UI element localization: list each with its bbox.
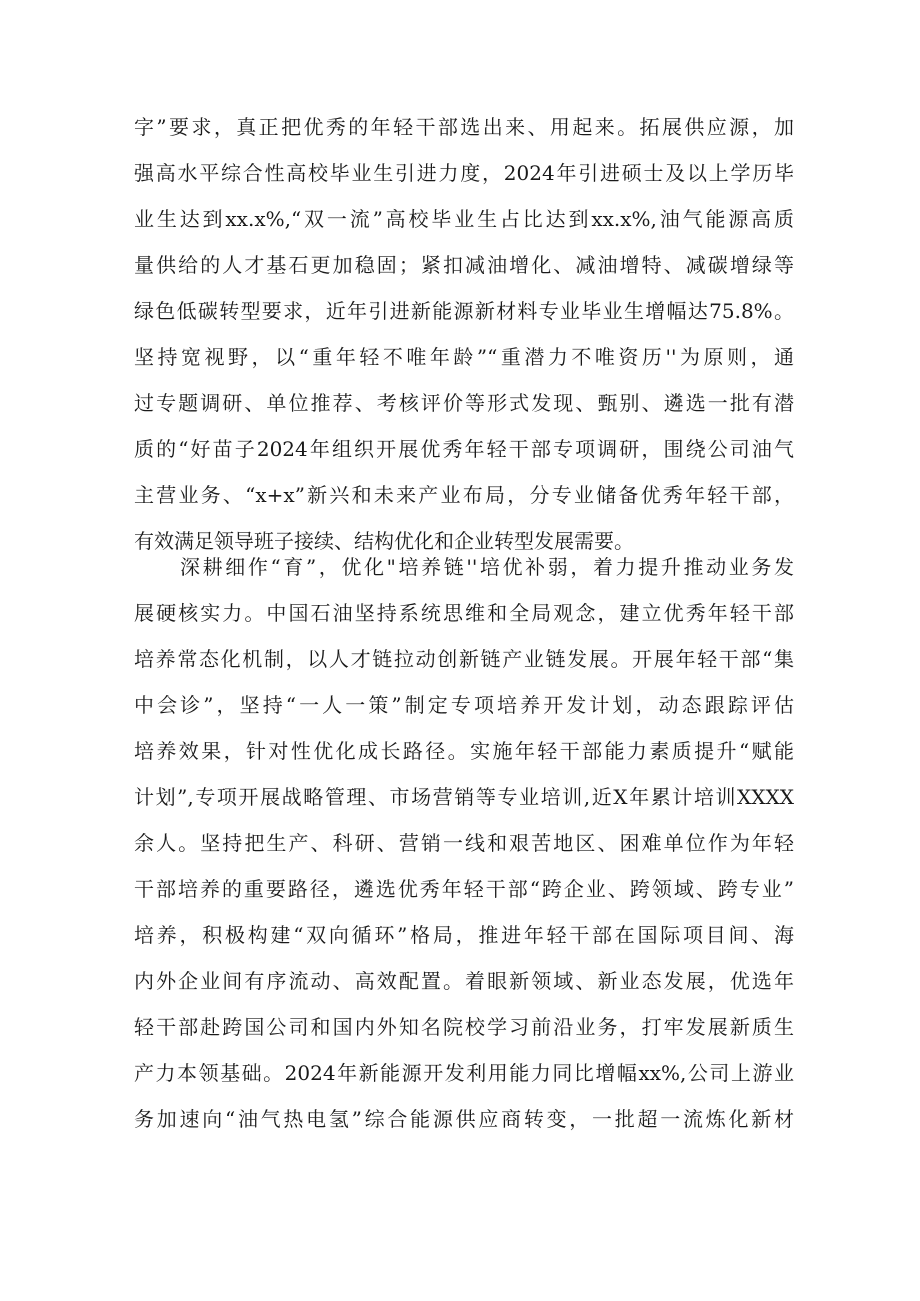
- paragraph-line: 计划”,专项开展战略管理、市场营销等专业培训,近X年累计培训XXXX: [134, 785, 794, 809]
- paragraph-line: 绿色低碳转型要求，近年引进新能源新材料专业毕业生增幅达75.8%。: [134, 299, 794, 323]
- paragraph-line: 深耕细作“育”，优化"培养链''培优补弱，着力提升推动业务发: [180, 555, 794, 579]
- paragraph-line: 干部培养的重要路径，遴选优秀年轻干部“跨企业、跨领域、跨专业”: [134, 877, 794, 901]
- paragraph-line: 产力本领基础。2024年新能源开发利用能力同比增幅xx%,公司上游业: [134, 1061, 794, 1085]
- paragraph-line: 质的“好苗子2024年组织开展优秀年轻干部专项调研，围绕公司油气: [134, 437, 794, 461]
- paragraph-line: 中会诊”，坚持“一人一策”制定专项培养开发计划，动态跟踪评估: [134, 693, 794, 717]
- paragraph-line: 主营业务、“x+x”新兴和未来产业布局，分专业储备优秀年轻干部，: [134, 483, 794, 507]
- paragraph-line: 过专题调研、单位推荐、考核评价等形式发现、甄别、遴选一批有潜: [134, 391, 794, 415]
- paragraph-line: 强高水平综合性高校毕业生引进力度，2024年引进硕士及以上学历毕: [134, 161, 794, 185]
- paragraph-1: [134, 104, 794, 564]
- paragraph-line: 余人。坚持把生产、科研、营销一线和艰苦地区、困难单位作为年轻: [134, 831, 794, 855]
- paragraph-line: 轻干部赴跨国公司和国内外知名院校学习前沿业务，打牢发展新质生: [134, 1015, 794, 1039]
- paragraph-line: 务加速向“油气热电氢”综合能源供应商转变，一批超一流炼化新材: [134, 1107, 794, 1131]
- paragraph-line: 培养常态化机制，以人才链拉动创新链产业链发展。开展年轻干部“集: [134, 647, 794, 671]
- paragraph-2: [134, 544, 794, 1142]
- paragraph-line: 业生达到xx.x%,“双一流”高校毕业生占比达到xx.x%,油气能源高质: [134, 207, 794, 231]
- paragraph-line: 量供给的人才基石更加稳固；紧扣减油增化、减油增特、减碳增绿等: [134, 253, 794, 277]
- paragraph-line: 内外企业间有序流动、高效配置。着眼新领域、新业态发展，优选年: [134, 969, 794, 993]
- paragraph-line: 坚持宽视野，以“重年轻不唯年龄”“重潜力不唯资历''为原则，通: [134, 345, 794, 369]
- paragraph-line: 字”要求，真正把优秀的年轻干部选出来、用起来。拓展供应源，加: [134, 115, 794, 139]
- paragraph-line: 展硬核实力。中国石油坚持系统思维和全局观念，建立优秀年轻干部: [134, 601, 794, 625]
- paragraph-line: 有效满足领导班子接续、结构优化和企业转型发展需要。: [134, 529, 634, 553]
- paragraph-line: 培养效果，针对性优化成长路径。实施年轻干部能力素质提升“赋能: [134, 739, 794, 763]
- paragraph-line: 培养，积极构建“双向循环”格局，推进年轻干部在国际项目间、海: [134, 923, 794, 947]
